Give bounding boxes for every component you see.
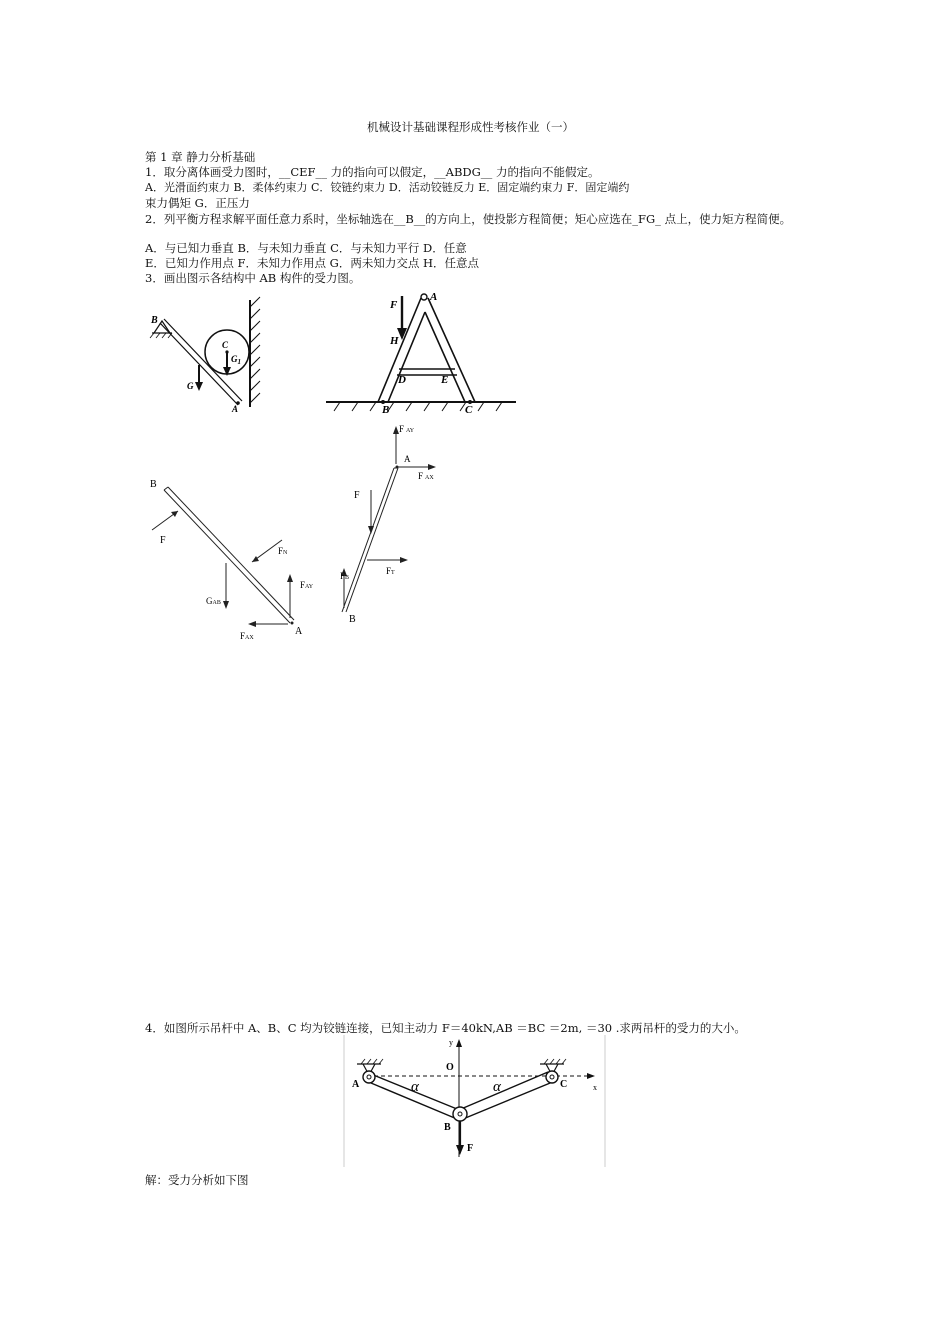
fig1-label-g: G <box>187 381 194 391</box>
fbd2-label-a: A <box>404 454 411 464</box>
fig4-label-y: y <box>449 1038 453 1047</box>
fbd2-label-fax: FAX <box>418 471 434 481</box>
fbd2-label-b: B <box>349 614 356 625</box>
fig1-label-b: B <box>151 315 158 326</box>
fig2-label-d: D <box>398 374 406 386</box>
fig2-label-a: A <box>430 291 438 303</box>
fbd-bar-ab <box>140 470 320 650</box>
fig4-label-b: B <box>444 1122 451 1133</box>
question-1-options-line1: A．光滑面约束力 B．柔体约束力 C．铰链约束力 D．活动铰链反力 E．固定端约束力 F．固定端约 <box>145 181 630 194</box>
fbd1-label-fay: FAY <box>300 580 314 590</box>
fig2-label-e: E <box>441 374 449 386</box>
fig2-label-h: H <box>390 335 399 347</box>
fig4-label-f: F <box>467 1143 474 1154</box>
figure-hanging-rods <box>343 1035 608 1170</box>
question-2-options-line2: E．已知力作用点 F．未知力作用点 G．两未知力交点 H．任意点 <box>145 256 480 270</box>
question-3: 3．画出图示各结构中 AB 构件的受力图。 <box>145 271 361 285</box>
fbd1-label-fn: FN <box>278 546 288 556</box>
fig2-label-c: C <box>465 404 473 416</box>
fbd1-label-a: A <box>295 626 303 637</box>
fbd2-label-ft: FT <box>386 566 395 576</box>
fbd1-label-gab: GAB <box>206 596 221 606</box>
fig1-label-c: C <box>222 340 229 350</box>
figure-a-frame <box>320 286 530 421</box>
question-1-options-line2: 束力偶矩 G．正压力 <box>145 196 250 210</box>
fig1-label-g1: $G_1$ <box>231 354 241 366</box>
fbd2-label-f: F <box>354 490 360 501</box>
fig2-label-f: F <box>390 299 398 311</box>
fbd1-label-f: F <box>160 535 166 546</box>
question-2-options-line1: A．与已知力垂直 B．与未知力垂直 C．与未知力平行 D．任意 <box>145 241 467 255</box>
fbd-leg-ab <box>330 420 450 630</box>
solution-text: 解：受力分析如下图 <box>145 1173 249 1187</box>
fbd2-label-fb: FB <box>340 571 350 581</box>
fig4-label-c: C <box>560 1079 568 1090</box>
fig4-label-o: O <box>446 1062 454 1073</box>
fbd2-label-fay: FAY <box>399 424 415 434</box>
question-1: 1．取分离体画受力图时，__CEF__ 力的指向可以假定，__ABDG__ 力的指向不能假定。 <box>145 165 600 179</box>
figure-bar-cylinder <box>140 285 280 415</box>
fig4-label-x: x <box>593 1083 597 1092</box>
question-4: 4．如图所示吊杆中 A、B、C 均为铰链连接，已知主动力 F＝40kN,AB ＝BC ＝2m, ＝30 .求两吊杆的受力的大小。 <box>145 1021 746 1035</box>
fig4-label-a: A <box>352 1079 360 1090</box>
fbd1-label-b: B <box>150 479 157 490</box>
chapter-heading: 第 1 章 静力分析基础 <box>145 150 256 164</box>
fig2-label-b: B <box>382 404 390 416</box>
document-title: 机械设计基础课程形成性考核作业（一） <box>367 120 574 134</box>
fig1-label-a: A <box>232 404 239 414</box>
fig4-label-alpha-right: α <box>493 1079 501 1095</box>
fbd1-label-fax: FAX <box>240 631 254 641</box>
question-2: 2．列平衡方程求解平面任意力系时，坐标轴选在__B__的方向上，使投影方程简便；矩心应选在_FG_ 点上，使力矩方程简便。 <box>145 212 792 226</box>
fig4-label-alpha-left: α <box>411 1079 419 1095</box>
